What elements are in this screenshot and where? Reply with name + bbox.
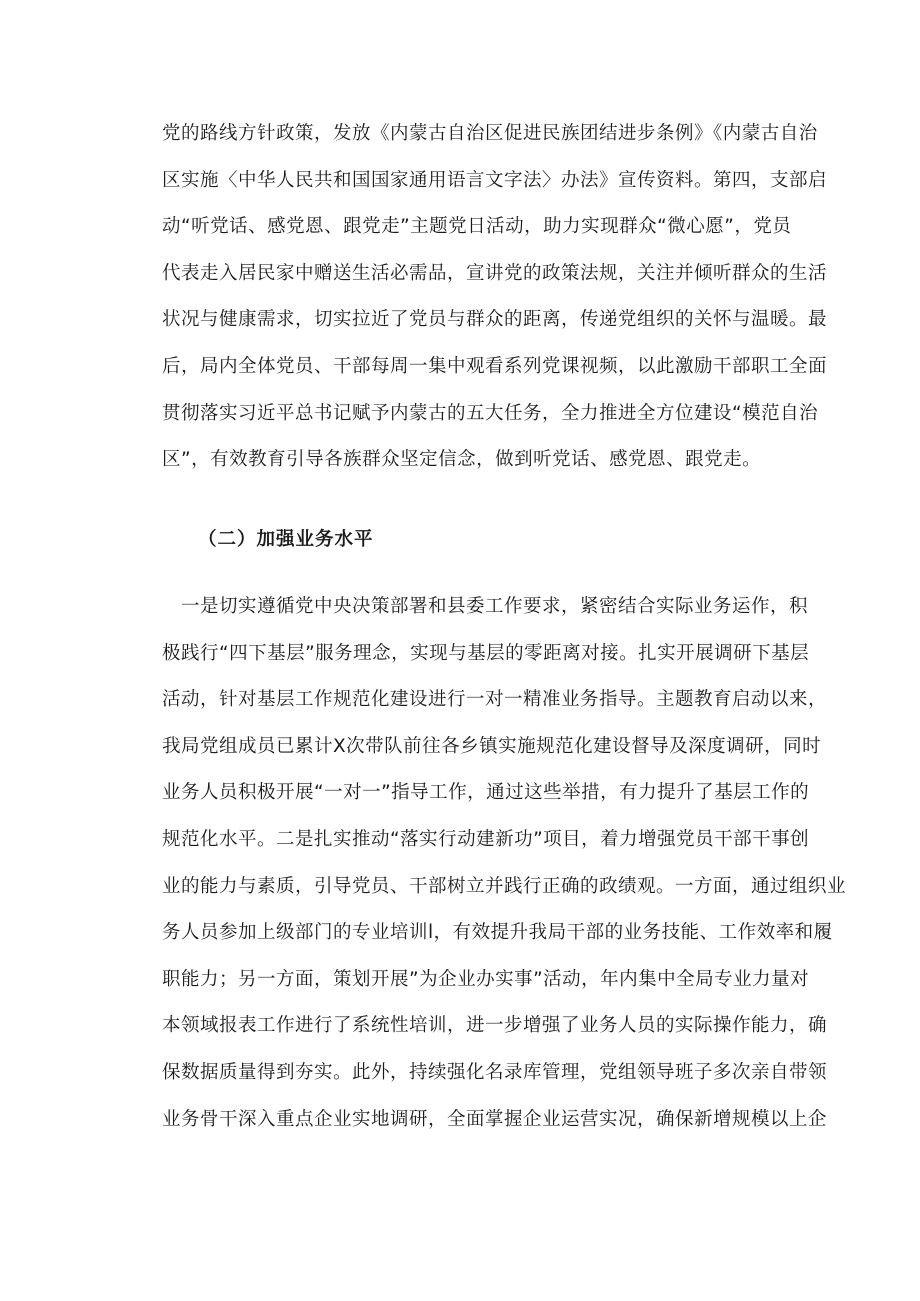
paragraph-line: 本领域报表工作进行了系统性培训，进一步增强了业务人员的实际操作能力，确 bbox=[162, 1015, 828, 1037]
paragraph-business-level bbox=[162, 584, 847, 1143]
paragraph-line: 代表走入居民家中赠送生活必需品，宣讲党的政策法规，关注并倾听群众的生活 bbox=[162, 262, 828, 284]
section-heading: （二）加强业务水平 bbox=[198, 529, 374, 550]
paragraph-line: 务人员参加上级部门的专业培训l，有效提升我局干部的业务技能、工作效率和履 bbox=[162, 922, 833, 944]
paragraph-line: 一是切实遵循党中央决策部署和县委工作要求，紧密结合实际业务运作，积 bbox=[162, 596, 809, 617]
paragraph-line: 极践行“四下基层”服务理念，实现与基层的零距离对接。扎实开展调研下基层 bbox=[162, 642, 810, 664]
paragraph-line: 区实施〈中华人民共和国国家通用语言文字法〉办法》宣传资料。第四，支部启 bbox=[162, 169, 828, 191]
paragraph-line: 业务骨干深入重点企业实地调研，全面掌握企业运营实况，确保新增规模以上企 bbox=[162, 1108, 828, 1130]
paragraph-line: 活动，针对基层工作规范化建设进行一对一精准业务指导。主题教育启动以来， bbox=[162, 689, 828, 711]
paragraph-line: 动“听党话、感党恩、跟党走”主题党日活动，助力实现群众“微心愿”，党员 bbox=[162, 216, 792, 238]
paragraph-line: 状况与健康需求，切实拉近了党员与群众的距离，传递党组织的关怀与温暖。最 bbox=[162, 309, 828, 331]
paragraph-line: 区”，有效教育引导各族群众坚定信念，做到听党话、感党恩、跟党走。 bbox=[162, 449, 762, 471]
paragraph-line: 业务人员积极开展“一对一”指导工作，通过这些举措，有力提升了基层工作的 bbox=[162, 782, 810, 804]
paragraph-line: 职能力；另一方面，策划开展”为企业办实事”活动，年内集中全局专业力量对 bbox=[162, 968, 810, 990]
paragraph-party-activities bbox=[162, 111, 828, 484]
paragraph-line: 规范化水平。二是扎实推动“落实行动建新功”项目，着力增强党员干部干事创 bbox=[162, 828, 810, 850]
paragraph-line: 党的路线方针政策，发放《内蒙古自治区促进民族团结进步条例》《内蒙古自治 bbox=[162, 123, 818, 144]
paragraph-line: 保数据质量得到夯实。此外，持续强化名录库管理，党组领导班子多次亲自带领 bbox=[162, 1061, 828, 1083]
paragraph-line: 贯彻落实习近平总书记赋予内蒙古的五大任务，全力推进全方位建设“模范自治 bbox=[162, 402, 819, 424]
paragraph-line: 后，局内全体党员、干部每周一集中观看系列党课视频，以此激励干部职工全面 bbox=[162, 355, 828, 377]
paragraph-line: 业的能力与素质，引导党员、干部树立并践行正确的政绩观。一方面，通过组织业 bbox=[162, 875, 847, 897]
paragraph-line: 我局党组成员已累计X次带队前往各乡镇实施规范化建设督导及深度调研，同时 bbox=[162, 735, 822, 757]
